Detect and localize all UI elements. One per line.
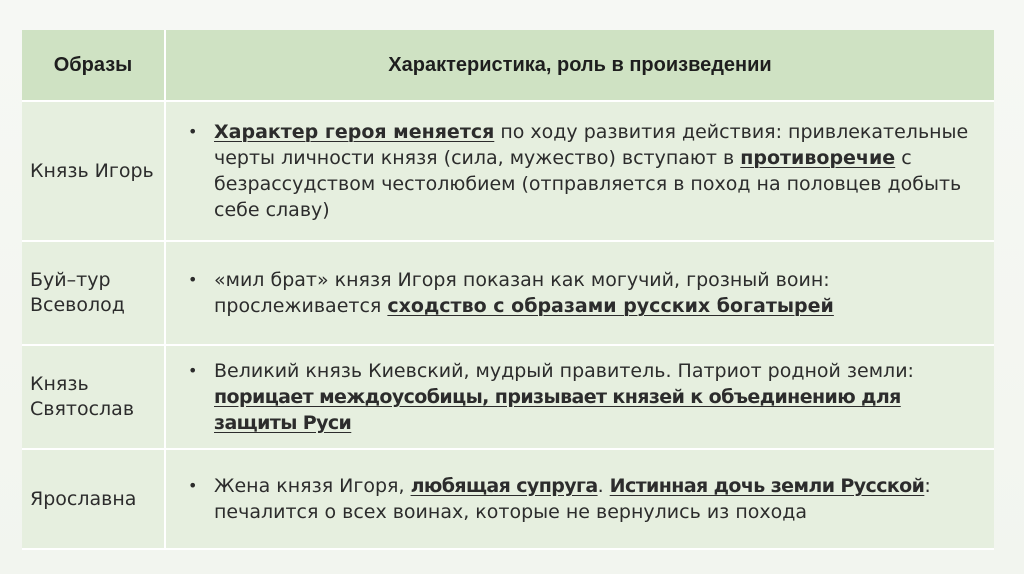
plain-text: Жена князя Игоря, xyxy=(214,475,411,497)
description-text xyxy=(214,267,974,319)
character-name: Ярославна xyxy=(22,449,165,549)
plain-text: . xyxy=(597,475,610,497)
character-name: Князь Святослав xyxy=(22,345,165,449)
plain-text: «мил брат» князя Игоря показан как могучий, грозный воин: прослеживается xyxy=(214,269,830,317)
table-row xyxy=(22,101,994,241)
emphasis-text: Характер героя меняется xyxy=(214,121,495,143)
description-text xyxy=(214,119,974,223)
bullet-icon: • xyxy=(188,476,198,495)
description-text xyxy=(214,358,974,436)
plain-text: с безрассудством честолюбием (отправляется в поход на половцев добыть себе славу) xyxy=(214,147,962,221)
table-row xyxy=(22,241,994,345)
table-row xyxy=(22,449,994,549)
plain-text: : печалится о всех воинах, которые не вернулись из похода xyxy=(214,475,931,523)
description-text xyxy=(214,473,974,525)
character-description xyxy=(165,241,994,345)
emphasis-text: Истинная дочь земли Русской xyxy=(609,475,925,497)
header-characteristics: Характеристика, роль в произведении xyxy=(165,30,994,101)
character-description xyxy=(165,101,994,241)
characters-table xyxy=(22,30,994,550)
character-name: Буй–тур Всеволод xyxy=(22,241,165,345)
character-description xyxy=(165,345,994,449)
character-name: Князь Игорь xyxy=(22,101,165,241)
header-images: Образы xyxy=(22,30,165,101)
emphasis-text: порицает междоусобицы, призывает князей к объединению для защиты Руси xyxy=(214,386,901,434)
emphasis-text: любящая супруга xyxy=(410,475,598,497)
bullet-icon: • xyxy=(188,361,198,380)
plain-text: по ходу развития действия: привлекательные черты личности князя (сила, мужество) вступают в xyxy=(214,121,969,169)
table-row xyxy=(22,345,994,449)
character-description xyxy=(165,449,994,549)
emphasis-text: сходство с образами русских богатырей xyxy=(387,295,834,317)
emphasis-text: противоречие xyxy=(740,147,896,169)
bullet-icon: • xyxy=(188,122,198,141)
plain-text: Великий князь Киевский, мудрый правитель. Патриот родной земли: xyxy=(214,360,914,382)
table-header-row xyxy=(22,30,994,101)
bullet-icon: • xyxy=(188,270,198,289)
